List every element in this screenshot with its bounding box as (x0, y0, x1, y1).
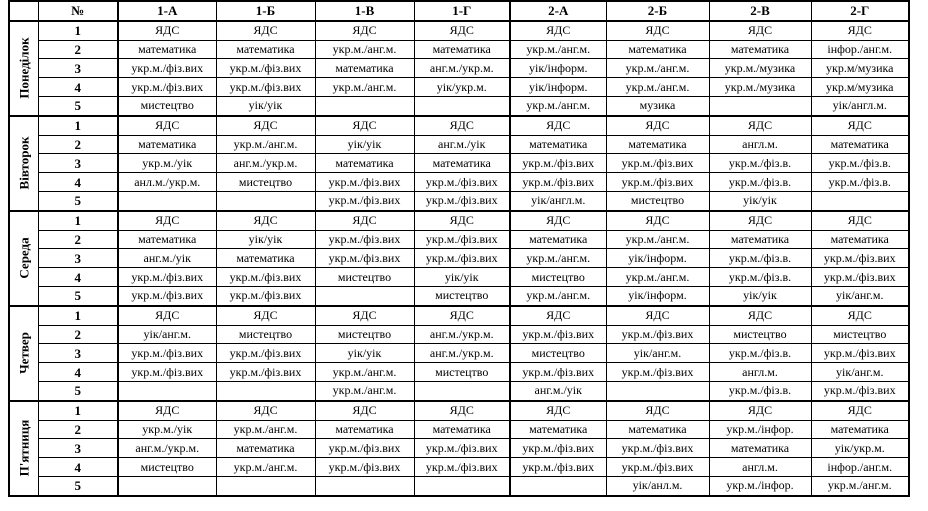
day-name: Середа (16, 237, 32, 279)
lesson-number: 4 (38, 458, 118, 477)
lesson-row (9, 21, 909, 40)
lesson-cell: укр.м./фіз.вих (606, 439, 709, 458)
lesson-number: 1 (38, 116, 118, 135)
lesson-cell (118, 381, 216, 400)
lesson-cell: математика (414, 40, 510, 59)
lesson-cell: математика (216, 249, 315, 268)
lesson-cell: ЯДС (216, 401, 315, 420)
lesson-row (9, 325, 909, 344)
lesson-cell: укр.м./фіз.вих (216, 344, 315, 363)
lesson-cell (315, 96, 414, 115)
lesson-cell: анг.м./уік (510, 381, 606, 400)
lesson-number: 4 (38, 78, 118, 97)
lesson-cell: мистецтво (414, 286, 510, 305)
lesson-row (9, 363, 909, 382)
lesson-cell: укр.м./фіз.вих (414, 458, 510, 477)
lesson-cell: укр.м./фіз.вих (510, 325, 606, 344)
lesson-cell: мистецтво (709, 325, 811, 344)
lesson-cell: укр.м./фіз.вих (315, 230, 414, 249)
lesson-cell: мистецтво (315, 268, 414, 287)
lesson-cell: математика (315, 154, 414, 173)
day-label (9, 401, 38, 496)
lesson-cell: мистецтво (216, 325, 315, 344)
lesson-cell: укр.м./фіз.вих (510, 458, 606, 477)
lesson-cell: ЯДС (414, 116, 510, 135)
lesson-cell: ЯДС (118, 211, 216, 230)
lesson-number: 4 (38, 173, 118, 192)
lesson-cell: ЯДС (811, 21, 909, 40)
lesson-cell: укр.м./анг.м. (606, 78, 709, 97)
lesson-cell: укр.м./інфор. (709, 476, 811, 495)
lesson-cell: ЯДС (216, 211, 315, 230)
lesson-cell: мистецтво (811, 325, 909, 344)
lesson-cell: ЯДС (118, 21, 216, 40)
lesson-cell: ЯДС (510, 401, 606, 420)
class-header: 1-Г (414, 1, 510, 21)
lesson-cell: математика (709, 230, 811, 249)
lesson-cell: інфор./анг.м. (811, 458, 909, 477)
lesson-number: 2 (38, 230, 118, 249)
lesson-cell: укр.м./фіз.вих (118, 268, 216, 287)
lesson-cell: ЯДС (510, 211, 606, 230)
lesson-number: 3 (38, 154, 118, 173)
lesson-cell: укр.м./фіз.вих (118, 286, 216, 305)
lesson-cell: математика (606, 420, 709, 439)
day-name: Четвер (16, 332, 32, 375)
lesson-row (9, 230, 909, 249)
lesson-cell: укр.м./музика (709, 59, 811, 78)
lesson-cell: укр.м./фіз.вих (414, 249, 510, 268)
lesson-cell: ЯДС (118, 306, 216, 325)
lesson-cell: анг.м./уік (118, 249, 216, 268)
lesson-cell: уік/укр.м. (811, 439, 909, 458)
lesson-cell: укр.м./фіз.вих (315, 173, 414, 192)
header-row (9, 1, 909, 21)
lesson-row (9, 59, 909, 78)
lesson-cell: ЯДС (709, 116, 811, 135)
lesson-cell: укр.м./фіз.вих (510, 363, 606, 382)
lesson-cell: укр.м./анг.м. (510, 249, 606, 268)
lesson-number: 4 (38, 363, 118, 382)
lesson-cell (414, 476, 510, 495)
lesson-cell: укр.м/музика (811, 78, 909, 97)
lesson-cell: ЯДС (510, 306, 606, 325)
lesson-number: 5 (38, 96, 118, 115)
lesson-cell: уік/англ.м. (811, 96, 909, 115)
lesson-number: 3 (38, 249, 118, 268)
lesson-cell: анг.м./укр.м. (414, 325, 510, 344)
lesson-number: 3 (38, 344, 118, 363)
lesson-cell: математика (811, 420, 909, 439)
lesson-cell: укр.м./фіз.в. (709, 154, 811, 173)
lesson-cell: укр.м./анг.м. (606, 230, 709, 249)
lesson-cell: укр.м./фіз.вих (606, 154, 709, 173)
lesson-cell: укр.м./фіз.вих (606, 458, 709, 477)
lesson-row (9, 154, 909, 173)
lesson-cell: англ.м. (709, 135, 811, 154)
lesson-row (9, 135, 909, 154)
lesson-cell: ЯДС (315, 116, 414, 135)
lesson-cell: анг.м./уік (414, 135, 510, 154)
lesson-cell: укр.м./анг.м. (315, 381, 414, 400)
lesson-cell: ЯДС (811, 306, 909, 325)
lesson-cell: уік/уік (414, 268, 510, 287)
lesson-cell: ЯДС (606, 211, 709, 230)
lesson-number: 5 (38, 381, 118, 400)
lesson-cell: ЯДС (811, 116, 909, 135)
lesson-cell: уік/уік (315, 344, 414, 363)
lesson-cell: ЯДС (216, 306, 315, 325)
lesson-cell: ЯДС (118, 401, 216, 420)
lesson-cell (315, 476, 414, 495)
lesson-cell: мистецтво (315, 325, 414, 344)
lesson-row (9, 286, 909, 305)
lesson-cell: математика (315, 420, 414, 439)
lesson-number: 4 (38, 268, 118, 287)
lesson-number: 2 (38, 40, 118, 59)
lesson-number: 1 (38, 306, 118, 325)
lesson-cell: укр.м./анг.м. (606, 59, 709, 78)
lesson-cell: ЯДС (315, 211, 414, 230)
lesson-cell: ЯДС (606, 116, 709, 135)
lesson-cell: математика (510, 420, 606, 439)
lesson-cell: укр.м./фіз.вих (216, 363, 315, 382)
lesson-cell: математика (315, 59, 414, 78)
lesson-number: 1 (38, 401, 118, 420)
lesson-cell: укр.м./фіз.в. (811, 154, 909, 173)
lesson-cell: ЯДС (709, 211, 811, 230)
lesson-cell (414, 96, 510, 115)
lesson-cell (811, 191, 909, 210)
lesson-cell: укр.м./анг.м. (606, 268, 709, 287)
lesson-cell (118, 191, 216, 210)
lesson-cell (118, 476, 216, 495)
lesson-number: 1 (38, 211, 118, 230)
lesson-cell: анг.м./укр.м. (414, 59, 510, 78)
lesson-cell: ЯДС (606, 21, 709, 40)
class-header: 2-В (709, 1, 811, 21)
lesson-row (9, 249, 909, 268)
lesson-cell: уік/інформ. (606, 286, 709, 305)
lesson-cell: укр.м./фіз.вих (118, 59, 216, 78)
lesson-cell: англ.м. (709, 363, 811, 382)
lesson-cell: математика (709, 439, 811, 458)
lesson-cell (510, 476, 606, 495)
lesson-cell: укр.м./фіз.вих (414, 191, 510, 210)
lesson-cell: мистецтво (414, 363, 510, 382)
lesson-cell: уік/уік (216, 96, 315, 115)
lesson-row (9, 401, 909, 420)
lesson-cell: укр.м./фіз.вих (414, 173, 510, 192)
class-header: 1-Б (216, 1, 315, 21)
lesson-cell: анг.м./укр.м. (414, 344, 510, 363)
lesson-row (9, 96, 909, 115)
lesson-cell: укр.м./фіз.вих (216, 78, 315, 97)
lesson-number: 2 (38, 420, 118, 439)
lesson-cell: укр.м./фіз.вих (414, 439, 510, 458)
lesson-number: 3 (38, 59, 118, 78)
lesson-cell: укр.м./анг.м. (216, 420, 315, 439)
lesson-cell: укр.м./фіз.в. (709, 173, 811, 192)
lesson-cell: укр.м./уік (118, 154, 216, 173)
lesson-cell: укр.м./анг.м. (216, 135, 315, 154)
lesson-cell: анл.м./укр.м. (118, 173, 216, 192)
lesson-cell: укр.м./фіз.вих (118, 344, 216, 363)
lesson-cell: математика (118, 230, 216, 249)
class-header: 1-В (315, 1, 414, 21)
day-name: Понеділок (16, 37, 32, 99)
lesson-row (9, 191, 909, 210)
lesson-cell: уік/анг.м. (606, 344, 709, 363)
lesson-cell: укр.м/музика (811, 59, 909, 78)
lesson-cell: укр.м./фіз.вих (606, 325, 709, 344)
lesson-cell: уік/уік (709, 191, 811, 210)
schedule-table (8, 0, 910, 497)
lesson-cell (216, 476, 315, 495)
lesson-cell (216, 381, 315, 400)
lesson-cell: укр.м./фіз.вих (315, 439, 414, 458)
lesson-cell: анг.м./укр.м. (118, 439, 216, 458)
lesson-cell: математика (606, 40, 709, 59)
lesson-row (9, 116, 909, 135)
class-header: 2-Г (811, 1, 909, 21)
lesson-cell: музика (606, 96, 709, 115)
lesson-cell: укр.м./фіз.вих (811, 249, 909, 268)
lesson-cell: ЯДС (118, 116, 216, 135)
class-header: 1-А (118, 1, 216, 21)
lesson-cell: математика (606, 135, 709, 154)
lesson-cell: укр.м./фіз.вих (510, 173, 606, 192)
lesson-cell: математика (811, 230, 909, 249)
lesson-cell: укр.м./анг.м. (510, 96, 606, 115)
lesson-cell: уік/англ.м. (510, 191, 606, 210)
lesson-cell (606, 381, 709, 400)
lesson-cell: ЯДС (510, 21, 606, 40)
lesson-cell: ЯДС (606, 401, 709, 420)
lesson-cell: уік/інформ. (510, 59, 606, 78)
lesson-cell: ЯДС (606, 306, 709, 325)
lesson-cell: математика (811, 135, 909, 154)
lesson-cell: математика (510, 135, 606, 154)
lesson-cell: укр.м./музика (709, 78, 811, 97)
lesson-cell: укр.м./фіз.в. (709, 249, 811, 268)
lesson-cell: уік/анл.м. (606, 476, 709, 495)
lesson-cell: мистецтво (118, 96, 216, 115)
lesson-number: 1 (38, 21, 118, 40)
day-label (9, 306, 38, 401)
lesson-cell: ЯДС (414, 306, 510, 325)
class-header: 2-Б (606, 1, 709, 21)
lesson-number: 2 (38, 325, 118, 344)
lesson-row (9, 344, 909, 363)
lesson-cell: ЯДС (709, 21, 811, 40)
lesson-cell: укр.м./фіз.вих (315, 191, 414, 210)
lesson-cell: ЯДС (811, 401, 909, 420)
lesson-cell: укр.м./фіз.вих (315, 249, 414, 268)
lesson-cell: укр.м./анг.м. (315, 78, 414, 97)
lesson-row (9, 268, 909, 287)
schedule-body (9, 21, 909, 496)
number-header: № (38, 1, 118, 21)
lesson-cell: математика (414, 420, 510, 439)
lesson-cell: уік/інформ. (510, 78, 606, 97)
lesson-cell: уік/уік (709, 286, 811, 305)
lesson-cell (709, 96, 811, 115)
day-name: П'ятниця (16, 419, 32, 477)
lesson-cell: ЯДС (216, 116, 315, 135)
lesson-cell: укр.м./фіз.вих (811, 268, 909, 287)
lesson-row (9, 40, 909, 59)
lesson-cell: математика (510, 230, 606, 249)
lesson-cell: укр.м./фіз.в. (709, 381, 811, 400)
lesson-cell: англ.м. (709, 458, 811, 477)
lesson-cell: математика (709, 40, 811, 59)
lesson-cell (414, 381, 510, 400)
lesson-cell: уік/анг.м. (811, 286, 909, 305)
lesson-cell: ЯДС (216, 21, 315, 40)
lesson-cell: укр.м./фіз.в. (709, 268, 811, 287)
day-label (9, 21, 38, 116)
lesson-cell: мистецтво (510, 344, 606, 363)
lesson-cell: укр.м./фіз.в. (709, 344, 811, 363)
lesson-cell: уік/уік (315, 135, 414, 154)
lesson-row (9, 78, 909, 97)
lesson-cell: уік/анг.м. (811, 363, 909, 382)
lesson-cell: уік/анг.м. (118, 325, 216, 344)
lesson-cell: укр.м./анг.м. (216, 458, 315, 477)
lesson-cell: ЯДС (315, 401, 414, 420)
lesson-cell: уік/укр.м. (414, 78, 510, 97)
lesson-cell: укр.м./фіз.вих (216, 59, 315, 78)
class-header: 2-А (510, 1, 606, 21)
lesson-row (9, 476, 909, 495)
lesson-cell: укр.м./інфор. (709, 420, 811, 439)
day-label (9, 116, 38, 211)
lesson-cell: укр.м./анг.м. (811, 476, 909, 495)
lesson-row (9, 439, 909, 458)
lesson-row (9, 306, 909, 325)
lesson-cell: мистецтво (606, 191, 709, 210)
lesson-row (9, 211, 909, 230)
lesson-cell: математика (118, 40, 216, 59)
lesson-cell: укр.м./анг.м. (315, 363, 414, 382)
lesson-cell: ЯДС (510, 116, 606, 135)
lesson-cell: укр.м./фіз.вих (811, 381, 909, 400)
lesson-cell: укр.м./фіз.вих (414, 230, 510, 249)
lesson-cell: мистецтво (216, 173, 315, 192)
lesson-cell: укр.м./фіз.вих (118, 78, 216, 97)
lesson-cell: укр.м./фіз.вих (510, 154, 606, 173)
day-label (9, 211, 38, 306)
lesson-cell: укр.м./фіз.вих (216, 268, 315, 287)
lesson-cell: інфор./анг.м. (811, 40, 909, 59)
lesson-cell (315, 286, 414, 305)
lesson-cell: укр.м./фіз.вих (606, 173, 709, 192)
lesson-cell: укр.м./фіз.вих (118, 363, 216, 382)
lesson-row (9, 458, 909, 477)
lesson-cell: укр.м./фіз.вих (216, 286, 315, 305)
lesson-cell: математика (414, 154, 510, 173)
lesson-cell: ЯДС (315, 306, 414, 325)
lesson-cell: анг.м./укр.м. (216, 154, 315, 173)
lesson-row (9, 420, 909, 439)
lesson-cell: уік/уік (216, 230, 315, 249)
lesson-cell: ЯДС (414, 21, 510, 40)
lesson-cell: мистецтво (118, 458, 216, 477)
lesson-cell: укр.м./анг.м. (510, 40, 606, 59)
lesson-cell: ЯДС (414, 211, 510, 230)
lesson-cell: ЯДС (709, 306, 811, 325)
lesson-cell: мистецтво (510, 268, 606, 287)
lesson-cell: укр.м./анг.м. (315, 40, 414, 59)
lesson-cell: ЯДС (414, 401, 510, 420)
lesson-cell: математика (216, 40, 315, 59)
lesson-row (9, 381, 909, 400)
lesson-number: 5 (38, 286, 118, 305)
lesson-number: 2 (38, 135, 118, 154)
lesson-cell: ЯДС (315, 21, 414, 40)
lesson-cell: математика (118, 135, 216, 154)
lesson-cell: укр.м./фіз.вих (510, 439, 606, 458)
lesson-cell: ЯДС (709, 401, 811, 420)
day-name: Вівторок (16, 136, 32, 190)
lesson-cell: математика (216, 439, 315, 458)
lesson-cell: укр.м./уік (118, 420, 216, 439)
lesson-cell: укр.м./анг.м. (510, 286, 606, 305)
lesson-number: 3 (38, 439, 118, 458)
lesson-cell: укр.м./фіз.вих (811, 344, 909, 363)
lesson-cell (216, 191, 315, 210)
lesson-cell: укр.м./фіз.в. (811, 173, 909, 192)
lesson-cell: укр.м./фіз.вих (315, 458, 414, 477)
lesson-number: 5 (38, 191, 118, 210)
day-header (9, 1, 38, 21)
lesson-cell: уік/інформ. (606, 249, 709, 268)
lesson-cell: ЯДС (811, 211, 909, 230)
lesson-cell: укр.м./фіз.вих (606, 363, 709, 382)
lesson-row (9, 173, 909, 192)
lesson-number: 5 (38, 476, 118, 495)
